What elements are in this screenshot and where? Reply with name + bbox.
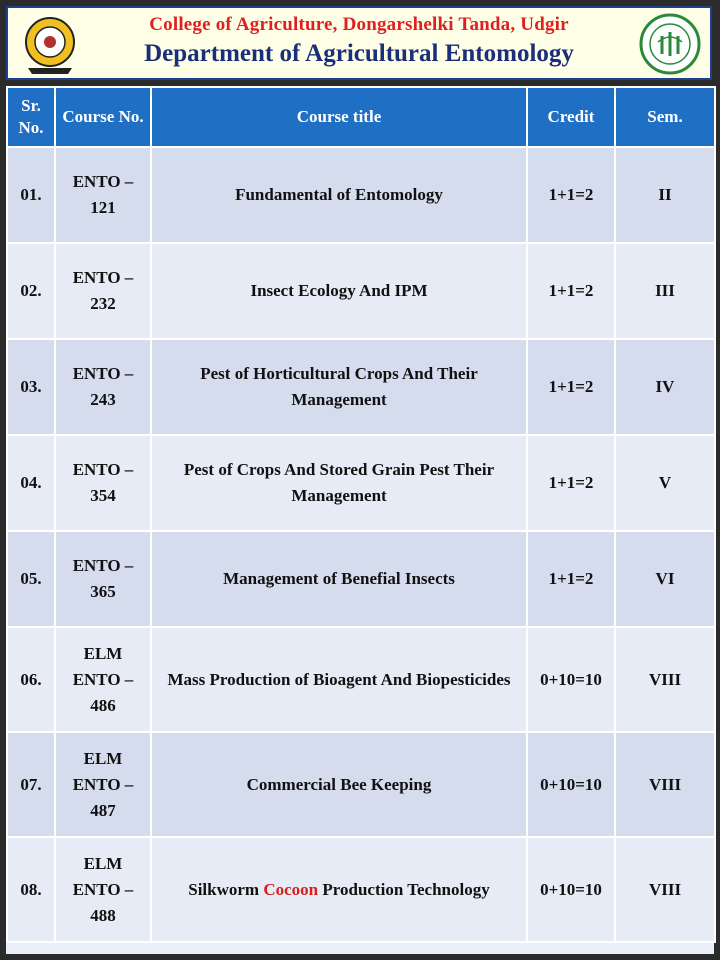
column-header-sr-no: Sr. No.	[7, 87, 55, 147]
credit-cell: 0+10=10	[527, 837, 615, 942]
course-no-cell: ENTO – 243	[55, 339, 151, 435]
semester-cell: V	[615, 435, 715, 531]
column-header-semester: Sem.	[615, 87, 715, 147]
sr-no-cell: 03.	[7, 339, 55, 435]
course-title-cell: Commercial Bee Keeping	[151, 732, 527, 837]
course-table-container	[6, 86, 714, 954]
course-title-part: Silkworm	[188, 879, 264, 899]
course-no-cell: ELM ENTO – 486	[55, 627, 151, 732]
table-row	[7, 147, 715, 243]
course-no-cell: ELM ENTO – 487	[55, 732, 151, 837]
column-header-credit: Credit	[527, 87, 615, 147]
sr-no-cell: 04.	[7, 435, 55, 531]
college-seal-logo	[638, 12, 702, 76]
sr-no-cell: 07.	[7, 732, 55, 837]
table-header-row	[7, 87, 715, 147]
semester-cell: VIII	[615, 837, 715, 942]
course-title-cell: Mass Production of Bioagent And Biopesticides	[151, 627, 527, 732]
sr-no-cell: 01.	[7, 147, 55, 243]
course-no-cell: ENTO – 121	[55, 147, 151, 243]
course-title-highlight: Cocoon	[263, 879, 319, 899]
course-title-cell: Pest of Crops And Stored Grain Pest Their Management	[151, 435, 527, 531]
credit-cell: 0+10=10	[527, 627, 615, 732]
sr-no-cell: 05.	[7, 531, 55, 627]
table-row	[7, 531, 715, 627]
credit-cell: 0+10=10	[527, 732, 615, 837]
credit-cell: 1+1=2	[527, 339, 615, 435]
credit-cell: 1+1=2	[527, 531, 615, 627]
table-row	[7, 732, 715, 837]
course-table	[6, 86, 716, 943]
course-no-cell: ELM ENTO – 488	[55, 837, 151, 942]
college-name: College of Agriculture, Dongarshelki Tanda, Udgir	[149, 14, 569, 35]
semester-cell: II	[615, 147, 715, 243]
sr-no-cell: 02.	[7, 243, 55, 339]
course-title-part: Production Technology	[318, 879, 490, 899]
table-row	[7, 435, 715, 531]
credit-cell: 1+1=2	[527, 435, 615, 531]
credit-cell: 1+1=2	[527, 243, 615, 339]
sr-no-cell: 08.	[7, 837, 55, 942]
sr-no-cell: 06.	[7, 627, 55, 732]
table-row	[7, 339, 715, 435]
course-title-cell: Insect Ecology And IPM	[151, 243, 527, 339]
course-title-cell: Fundamental of Entomology	[151, 147, 527, 243]
table-row	[7, 837, 715, 942]
course-no-cell: ENTO – 354	[55, 435, 151, 531]
semester-cell: VIII	[615, 732, 715, 837]
semester-cell: III	[615, 243, 715, 339]
semester-cell: VI	[615, 531, 715, 627]
column-header-course-no: Course No.	[55, 87, 151, 147]
column-header-course-title: Course title	[151, 87, 527, 147]
course-no-cell: ENTO – 365	[55, 531, 151, 627]
department-name: Department of Agricultural Entomology	[144, 40, 574, 67]
course-title-cell	[151, 837, 527, 942]
course-title-cell: Pest of Horticultural Crops And Their Management	[151, 339, 527, 435]
semester-cell: IV	[615, 339, 715, 435]
credit-cell: 1+1=2	[527, 147, 615, 243]
table-row	[7, 627, 715, 732]
table-row	[7, 243, 715, 339]
header-banner	[6, 6, 712, 80]
semester-cell: VIII	[615, 627, 715, 732]
course-no-cell: ENTO – 232	[55, 243, 151, 339]
course-title-cell: Management of Benefial Insects	[151, 531, 527, 627]
